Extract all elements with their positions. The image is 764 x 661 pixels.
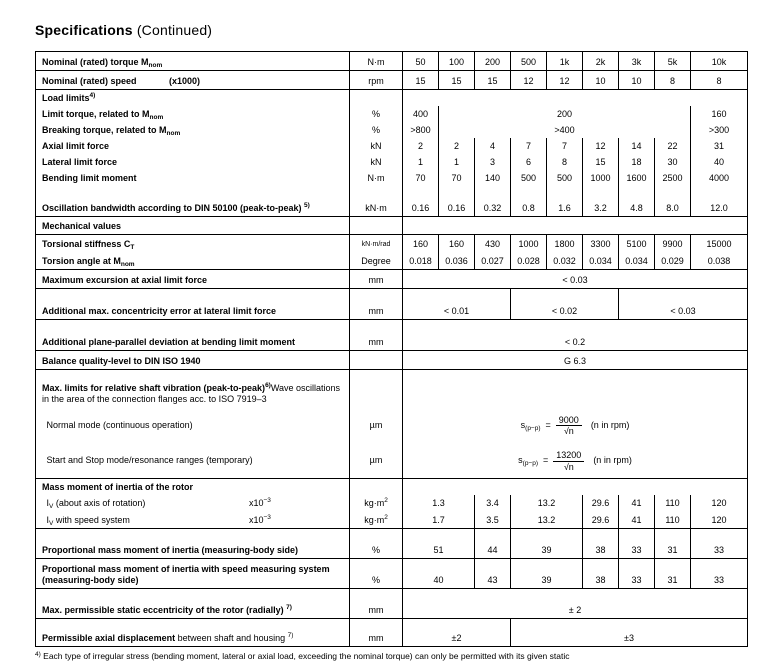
row-unit-plane-parallel-deviation: mm [350,320,403,351]
cell-iv-speed-system-1: 3.5 [475,511,511,529]
cell-nominal-torque-5: 2k [583,52,619,71]
cell-max-excursion-0: < 0.03 [403,270,748,289]
cell-prop-inertia-5: 31 [655,529,691,559]
cell-bending-limit-moment-8: 4000 [691,170,748,186]
table-row-prop-inertia-speed [36,559,748,589]
cell-nominal-torque-6: 3k [619,52,655,71]
cell-oscillation-bandwidth-5: 3.2 [583,186,619,217]
cell-iv-rotation-3: 29.6 [583,495,619,511]
cell-concentricity-error-1: < 0.02 [511,289,619,320]
page-title-continued: (Continued) [136,22,213,38]
cell-oscillation-bandwidth-7: 8.0 [655,186,691,217]
row-unit-iv-speed-system: $kg\cdot m^2$ [350,511,403,529]
row-unit-mass-moment-header [350,479,403,496]
cell-prop-inertia-1: 44 [475,529,511,559]
cell-prop-inertia-speed-0: 40 [403,559,475,589]
cell-prop-inertia-speed-1: 43 [475,559,511,589]
cell-prop-inertia-speed-6: 33 [691,559,748,589]
spec-table-body [36,52,748,647]
row-unit-mechanical-values [350,217,403,235]
cell-balance-quality-0: G 6.3 [403,351,748,370]
cell-torsion-angle-1: 0.036 [439,252,475,270]
cell-nominal-speed-1: 15 [439,71,475,90]
row-label-prop-inertia: Proportional mass moment of inertia (measuring-body side) [36,529,350,559]
footnote-marker: 4) [35,651,41,658]
cell-axial-displacement-1: ±3 [511,619,748,647]
cell-oscillation-bandwidth-1: 0.16 [439,186,475,217]
cell-torsion-angle-3: 0.028 [511,252,547,270]
table-row-axial-limit-force [36,138,748,154]
row-label-nominal-torque: Nominal (rated) torque $M_{nom}$ [36,52,350,71]
cell-bending-limit-moment-2: 140 [475,170,511,186]
cell-breaking-torque-1: >400 [439,122,691,138]
table-row-torsion-angle [36,252,748,270]
cell-lateral-limit-force-3: 6 [511,154,547,170]
cell-bending-limit-moment-1: 70 [439,170,475,186]
table-row-static-eccentricity [36,589,748,619]
cell-axial-limit-force-4: 7 [547,138,583,154]
cell-nominal-torque-0: 50 [403,52,439,71]
cell-torsion-angle-4: 0.032 [547,252,583,270]
row-label-torsional-stiffness: Torsional stiffness $C_T$ [42,238,135,251]
row-unit-prop-inertia-speed: % [350,559,403,589]
cell-oscillation-bandwidth-6: 4.8 [619,186,655,217]
row-unit-torsional-stiffness: kN·m/rad [350,235,403,253]
cell-nominal-speed-5: 10 [583,71,619,90]
cell-oscillation-bandwidth-0: 0.16 [403,186,439,217]
cell-shaft-vibration-header-0 [403,370,748,408]
cell-normal-mode-0 [403,407,748,445]
cell-iv-speed-system-4: 41 [619,511,655,529]
row-label-oscillation-bandwidth: Oscillation bandwidth according to DIN 50100 (peak-to-peak) $^{5)}$ [36,186,350,217]
cell-torsional-stiffness-5: 3300 [583,235,619,253]
cell-limit-torque-1: 200 [439,106,691,122]
cell-limit-torque-2: 160 [691,106,748,122]
table-row-iv-speed-system [36,511,748,529]
cell-torsional-stiffness-8: 15000 [691,235,748,253]
table-row-shaft-vibration-header [36,370,748,408]
row-label-balance-quality: Balance quality-level to DIN ISO 1940 [36,351,350,370]
row-label-prop-inertia-speed: Proportional mass moment of inertia with speed measuring system (measuring-body side) [36,559,350,589]
cell-iv-rotation-2: 13.2 [511,495,583,511]
table-row-concentricity-error [36,289,748,320]
row-label-shaft-vibration-header: Max. limits for relative shaft vibration (peak-to-peak)$^{6)}$Wave oscillations in the area of the connection flanges acc. to ISO 7919–3 [42,382,341,404]
row-unit-limit-torque: % [350,106,403,122]
cell-mechanical-values-0 [403,217,748,235]
table-row-bending-limit-moment [36,170,748,186]
row-label-axial-limit-force: Axial limit force [42,140,110,151]
row-unit-torsion-angle: Degree [350,252,403,270]
cell-load-limits-header-0 [403,90,748,107]
row-label-axial-displacement: Permissible axial displacement between shaft and housing $^{7)}$ [36,619,350,647]
cell-nominal-speed-0: 15 [403,71,439,90]
table-row-normal-mode [36,407,748,445]
cell-bending-limit-moment-0: 70 [403,170,439,186]
row-unit-normal-mode: µm [350,407,403,445]
cell-torsion-angle-7: 0.029 [655,252,691,270]
row-unit-bending-limit-moment: N·m [350,170,403,186]
table-row-nominal-speed [36,71,748,90]
table-row-mechanical-values [36,217,748,235]
row-label-mechanical-values: Mechanical values [36,217,350,235]
cell-torsional-stiffness-1: 160 [439,235,475,253]
table-row-oscillation-bandwidth [36,186,748,217]
cell-axial-limit-force-5: 12 [583,138,619,154]
cell-oscillation-bandwidth-8: 12.0 [691,186,748,217]
cell-limit-torque-0: 400 [403,106,439,122]
cell-lateral-limit-force-7: 30 [655,154,691,170]
cell-concentricity-error-0: < 0.01 [403,289,511,320]
cell-oscillation-bandwidth-4: 1.6 [547,186,583,217]
cell-axial-displacement-0: ±2 [403,619,511,647]
row-label-tab-iv-speed-system: $x10^{-3}$ [249,514,271,525]
cell-nominal-torque-7: 5k [655,52,691,71]
cell-prop-inertia-speed-5: 31 [655,559,691,589]
row-unit-breaking-torque: % [350,122,403,138]
cell-nominal-torque-2: 200 [475,52,511,71]
row-unit-iv-rotation: $kg\cdot m^2$ [350,495,403,511]
cell-plane-parallel-deviation-0: < 0.2 [403,320,748,351]
row-unit-start-stop-mode: µm [350,445,403,479]
cell-lateral-limit-force-1: 1 [439,154,475,170]
cell-iv-speed-system-5: 110 [655,511,691,529]
table-row-balance-quality [36,351,748,370]
row-label-torsion-angle: Torsion angle at $M_{nom}$ [36,252,350,270]
table-row-plane-parallel-deviation [36,320,748,351]
cell-axial-limit-force-8: 31 [691,138,748,154]
cell-torsional-stiffness-3: 1000 [511,235,547,253]
cell-axial-limit-force-1: 2 [439,138,475,154]
row-label-max-excursion: Maximum excursion at axial limit force [36,270,350,289]
cell-iv-rotation-5: 110 [655,495,691,511]
table-row-mass-moment-header [36,479,748,496]
cell-iv-speed-system-6: 120 [691,511,748,529]
cell-bending-limit-moment-7: 2500 [655,170,691,186]
row-unit-axial-displacement: mm [350,619,403,647]
row-unit-load-limits-header [350,90,403,107]
row-label-static-eccentricity: Max. permissible static eccentricity of the rotor (radially) $^{7)}$ [36,589,350,619]
cell-torsion-angle-2: 0.027 [475,252,511,270]
row-label-nominal-speed: Nominal (rated) speed (x1000) [36,71,350,90]
cell-nominal-torque-1: 100 [439,52,475,71]
table-row-iv-rotation [36,495,748,511]
cell-axial-limit-force-7: 22 [655,138,691,154]
cell-axial-limit-force-2: 4 [475,138,511,154]
cell-iv-speed-system-0: 1.7 [403,511,475,529]
row-label-tab-nominal-speed: (x1000) [169,75,201,86]
table-row-axial-displacement [36,619,748,647]
footnote-text: Each type of irregular stress (bending moment, lateral or axial load, exceeding the nominal torque) can only be permitted with its given static [43,651,570,661]
row-unit-prop-inertia: % [350,529,403,559]
cell-mass-moment-header-0 [403,479,748,496]
cell-nominal-speed-8: 8 [691,71,748,90]
cell-nominal-torque-3: 500 [511,52,547,71]
row-unit-nominal-torque: N·m [350,52,403,71]
row-unit-lateral-limit-force: kN [350,154,403,170]
row-label-iv-speed-system: $I_V$ with speed system $x10^{-3}$ [36,511,350,529]
cell-bending-limit-moment-4: 500 [547,170,583,186]
cell-prop-inertia-6: 33 [691,529,748,559]
cell-torsion-angle-5: 0.034 [583,252,619,270]
cell-prop-inertia-0: 51 [403,529,475,559]
page-title-bold: Specifications [35,22,133,38]
row-label-lateral-limit-force: Lateral limit force [42,156,118,167]
table-row-breaking-torque [36,122,748,138]
cell-axial-limit-force-6: 14 [619,138,655,154]
cell-iv-speed-system-2: 13.2 [511,511,583,529]
cell-iv-rotation-6: 120 [691,495,748,511]
table-row-torsional-stiffness [36,235,748,253]
row-label-limit-torque: Limit torque, related to $M_{nom}$ [42,108,164,121]
cell-prop-inertia-3: 38 [583,529,619,559]
footnote [35,651,747,661]
cell-torsional-stiffness-0: 160 [403,235,439,253]
cell-oscillation-bandwidth-2: 0.32 [475,186,511,217]
cell-nominal-speed-7: 8 [655,71,691,90]
row-unit-balance-quality [350,351,403,370]
cell-torsional-stiffness-4: 1800 [547,235,583,253]
cell-axial-limit-force-0: 2 [403,138,439,154]
cell-torsion-angle-0: 0.018 [403,252,439,270]
vibration-formula: $s_{(p-p)}$ = $\frac{9000}{√n}$ (n in rpm) [520,414,630,436]
cell-torsional-stiffness-2: 430 [475,235,511,253]
row-label-iv-rotation: $I_V$ (about axis of rotation) $x10^{-3}$ [42,497,271,510]
cell-concentricity-error-2: < 0.03 [619,289,748,320]
row-label-plane-parallel-deviation: Additional plane-parallel deviation at bending limit moment [36,320,350,351]
row-label-normal-mode: Normal mode (continuous operation) [42,419,193,430]
row-label-breaking-torque: Breaking torque, related to $M_{nom}$ [42,124,181,137]
table-row-max-excursion [36,270,748,289]
cell-breaking-torque-0: >800 [403,122,439,138]
vibration-formula: $s_{(p-p)}$ = $\frac{13200}{√n}$ (n in rpm) [518,450,632,472]
cell-iv-speed-system-3: 29.6 [583,511,619,529]
table-row-nominal-torque [36,52,748,71]
table-row-limit-torque [36,106,748,122]
cell-torsion-angle-6: 0.034 [619,252,655,270]
cell-torsional-stiffness-6: 5100 [619,235,655,253]
cell-iv-rotation-4: 41 [619,495,655,511]
cell-prop-inertia-4: 33 [619,529,655,559]
row-unit-oscillation-bandwidth: kN·m [350,186,403,217]
cell-torsion-angle-8: 0.038 [691,252,748,270]
table-row-load-limits-header [36,90,748,107]
cell-lateral-limit-force-6: 18 [619,154,655,170]
cell-lateral-limit-force-8: 40 [691,154,748,170]
cell-bending-limit-moment-6: 1600 [619,170,655,186]
cell-oscillation-bandwidth-3: 0.8 [511,186,547,217]
cell-prop-inertia-speed-3: 38 [583,559,619,589]
row-unit-shaft-vibration-header [350,370,403,408]
cell-nominal-torque-4: 1k [547,52,583,71]
cell-prop-inertia-speed-4: 33 [619,559,655,589]
row-label-start-stop-mode: Start and Stop mode/resonance ranges (temporary) [36,445,350,479]
cell-prop-inertia-2: 39 [511,529,583,559]
cell-bending-limit-moment-3: 500 [511,170,547,186]
cell-lateral-limit-force-5: 15 [583,154,619,170]
row-unit-axial-limit-force: kN [350,138,403,154]
table-row-prop-inertia [36,529,748,559]
spec-table [35,51,748,647]
cell-bending-limit-moment-5: 1000 [583,170,619,186]
cell-nominal-speed-6: 10 [619,71,655,90]
cell-iv-rotation-1: 3.4 [475,495,511,511]
cell-nominal-speed-2: 15 [475,71,511,90]
row-label-load-limits-header: Load limits$^{4)}$ [42,92,96,103]
cell-nominal-speed-3: 12 [511,71,547,90]
cell-nominal-torque-8: 10k [691,52,748,71]
row-unit-nominal-speed: rpm [350,71,403,90]
cell-lateral-limit-force-2: 3 [475,154,511,170]
row-unit-concentricity-error: mm [350,289,403,320]
row-unit-max-excursion: mm [350,270,403,289]
cell-prop-inertia-speed-2: 39 [511,559,583,589]
cell-lateral-limit-force-0: 1 [403,154,439,170]
row-label-concentricity-error: Additional max. concentricity error at lateral limit force [36,289,350,320]
table-row-start-stop-mode [36,445,748,479]
cell-nominal-speed-4: 12 [547,71,583,90]
cell-start-stop-mode-0 [403,445,748,479]
cell-iv-rotation-0: 1.3 [403,495,475,511]
table-row-lateral-limit-force [36,154,748,170]
row-label-bending-limit-moment: Bending limit moment [42,172,137,183]
row-label-mass-moment-header: Mass moment of inertia of the rotor [42,481,194,492]
cell-axial-limit-force-3: 7 [511,138,547,154]
row-unit-static-eccentricity: mm [350,589,403,619]
cell-torsional-stiffness-7: 9900 [655,235,691,253]
row-label-tab-iv-rotation: $x10^{-3}$ [249,497,271,508]
page-title [35,22,747,38]
cell-lateral-limit-force-4: 8 [547,154,583,170]
cell-breaking-torque-2: >300 [691,122,748,138]
cell-static-eccentricity-0: ± 2 [403,589,748,619]
